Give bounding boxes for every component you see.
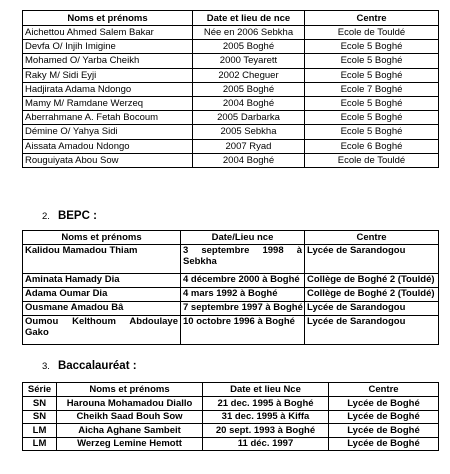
table-header-row xyxy=(23,383,439,397)
table-row xyxy=(23,54,439,68)
cell-birth: 7 septembre 1997 à Boghé xyxy=(181,302,305,316)
section-title: Baccalauréat : xyxy=(57,360,137,372)
table-row xyxy=(23,139,439,153)
cell-birth: 2005 Sebkha xyxy=(193,125,305,139)
cell-birth: 2007 Ryad xyxy=(193,139,305,153)
cell-name: Rouguiyata Abou Sow xyxy=(23,153,193,167)
section-title: BEPC : xyxy=(57,210,97,222)
table-row xyxy=(23,82,439,96)
cell-birth: Née en 2006 Sebkha xyxy=(193,26,305,40)
cell-birth: 21 dec. 1995 à Boghé xyxy=(203,397,329,411)
table-row xyxy=(23,68,439,82)
cell-centre: Lycée de Sarandogou xyxy=(305,316,439,345)
cell-centre: Ecole 5 Boghé xyxy=(305,40,439,54)
cell-name: Adama Oumar Dia xyxy=(23,288,181,302)
cell-birth: 2005 Darbarka xyxy=(193,111,305,125)
cell-serie: SN xyxy=(23,397,57,411)
cell-birth: 20 sept. 1993 à Boghé xyxy=(203,424,329,438)
table-bac-students xyxy=(22,382,439,451)
table-row xyxy=(23,302,439,316)
table-row xyxy=(23,153,439,167)
cell-birth: 4 décembre 2000 à Boghé xyxy=(181,274,305,288)
cell-serie: SN xyxy=(23,410,57,424)
column-header-birth: Date/Lieu nce xyxy=(181,231,305,245)
cell-name: Devfa O/ Injih Imigine xyxy=(23,40,193,54)
cell-centre: Lycée de Sarandogou xyxy=(305,245,439,274)
cell-birth: 2005 Boghé xyxy=(193,40,305,54)
table-primary-students xyxy=(22,10,439,168)
cell-name: Démine O/ Yahya Sidi xyxy=(23,125,193,139)
cell-serie: LM xyxy=(23,437,57,451)
cell-birth: 4 mars 1992 à Boghé xyxy=(181,288,305,302)
cell-name: Aminata Hamady Dia xyxy=(23,274,181,288)
section-heading-baccalaureat xyxy=(42,360,137,372)
table-row xyxy=(23,111,439,125)
table-row xyxy=(23,288,439,302)
table-row xyxy=(23,26,439,40)
column-header-birth: Date et lieu de nce xyxy=(193,11,305,26)
cell-name: Aissata Amadou Ndongo xyxy=(23,139,193,153)
cell-name: Cheikh Saad Bouh Sow xyxy=(57,410,203,424)
column-header-birth: Date et lieu Nce xyxy=(203,383,329,397)
table-header-row xyxy=(23,231,439,245)
table-row xyxy=(23,424,439,438)
column-header-names: Noms et prénoms xyxy=(57,383,203,397)
cell-centre: Ecole 5 Boghé xyxy=(305,125,439,139)
cell-birth: 2002 Cheguer xyxy=(193,68,305,82)
cell-centre: Ecole de Touldé xyxy=(305,153,439,167)
section-number: 3. xyxy=(42,361,50,372)
cell-name: Kalidou Mamadou Thiam xyxy=(23,245,181,274)
table-header-row xyxy=(23,11,439,26)
cell-centre: Ecole 5 Boghé xyxy=(305,111,439,125)
cell-name: Hadjirata Adama Ndongo xyxy=(23,82,193,96)
table-row xyxy=(23,397,439,411)
cell-birth: 31 dec. 1995 à Kiffa xyxy=(203,410,329,424)
cell-name: Harouna Mohamadou Diallo xyxy=(57,397,203,411)
table-row xyxy=(23,245,439,274)
cell-birth: 3 septembre 1998 à Sebkha xyxy=(181,245,305,274)
cell-birth: 2005 Boghé xyxy=(193,82,305,96)
cell-centre: Collège de Boghé 2 (Touldé) xyxy=(305,274,439,288)
cell-centre: Ecole 5 Boghé xyxy=(305,54,439,68)
cell-birth: 2000 Teyarett xyxy=(193,54,305,68)
cell-name: Aberrahmane A. Fetah Bocoum xyxy=(23,111,193,125)
cell-birth: 2004 Boghé xyxy=(193,153,305,167)
column-header-centre: Centre xyxy=(305,11,439,26)
cell-centre: Lycée de Sarandogou xyxy=(305,302,439,316)
table-bepc-students xyxy=(22,230,439,345)
cell-birth: 11 déc. 1997 xyxy=(203,437,329,451)
cell-name: Ousmane Amadou Bâ xyxy=(23,302,181,316)
cell-name: Werzeg Lemine Hemott xyxy=(57,437,203,451)
cell-name: Aicha Aghane Sambeit xyxy=(57,424,203,438)
table-row xyxy=(23,96,439,110)
cell-name: Mamy M/ Ramdane Werzeq xyxy=(23,96,193,110)
column-header-names: Noms et prénoms xyxy=(23,11,193,26)
cell-centre: Ecole 5 Boghé xyxy=(305,68,439,82)
cell-centre: Ecole 7 Boghé xyxy=(305,82,439,96)
cell-centre: Collège de Boghé 2 (Touldé) xyxy=(305,288,439,302)
cell-centre: Lycée de Boghé xyxy=(329,437,439,451)
cell-centre: Ecole 6 Boghé xyxy=(305,139,439,153)
cell-name: Mohamed O/ Yarba Cheikh xyxy=(23,54,193,68)
table-row xyxy=(23,316,439,345)
column-header-names: Noms et prénoms xyxy=(23,231,181,245)
cell-serie: LM xyxy=(23,424,57,438)
table-row xyxy=(23,40,439,54)
cell-name: Aichettou Ahmed Salem Bakar xyxy=(23,26,193,40)
cell-centre: Ecole 5 Boghé xyxy=(305,96,439,110)
table-row xyxy=(23,274,439,288)
column-header-serie: Série xyxy=(23,383,57,397)
cell-centre: Lycée de Boghé xyxy=(329,410,439,424)
column-header-centre: Centre xyxy=(305,231,439,245)
section-number: 2. xyxy=(42,211,50,222)
cell-name: Oumou Kelthoum Abdoulaye Gako xyxy=(23,316,181,345)
cell-name: Raky M/ Sidi Eyji xyxy=(23,68,193,82)
table-row xyxy=(23,437,439,451)
cell-birth: 2004 Boghé xyxy=(193,96,305,110)
column-header-centre: Centre xyxy=(329,383,439,397)
cell-birth: 10 octobre 1996 à Boghé xyxy=(181,316,305,345)
cell-centre: Lycée de Boghé xyxy=(329,397,439,411)
table-row xyxy=(23,410,439,424)
cell-centre: Ecole de Touldé xyxy=(305,26,439,40)
table-row xyxy=(23,125,439,139)
cell-centre: Lycée de Boghé xyxy=(329,424,439,438)
section-heading-bepc xyxy=(42,210,97,222)
